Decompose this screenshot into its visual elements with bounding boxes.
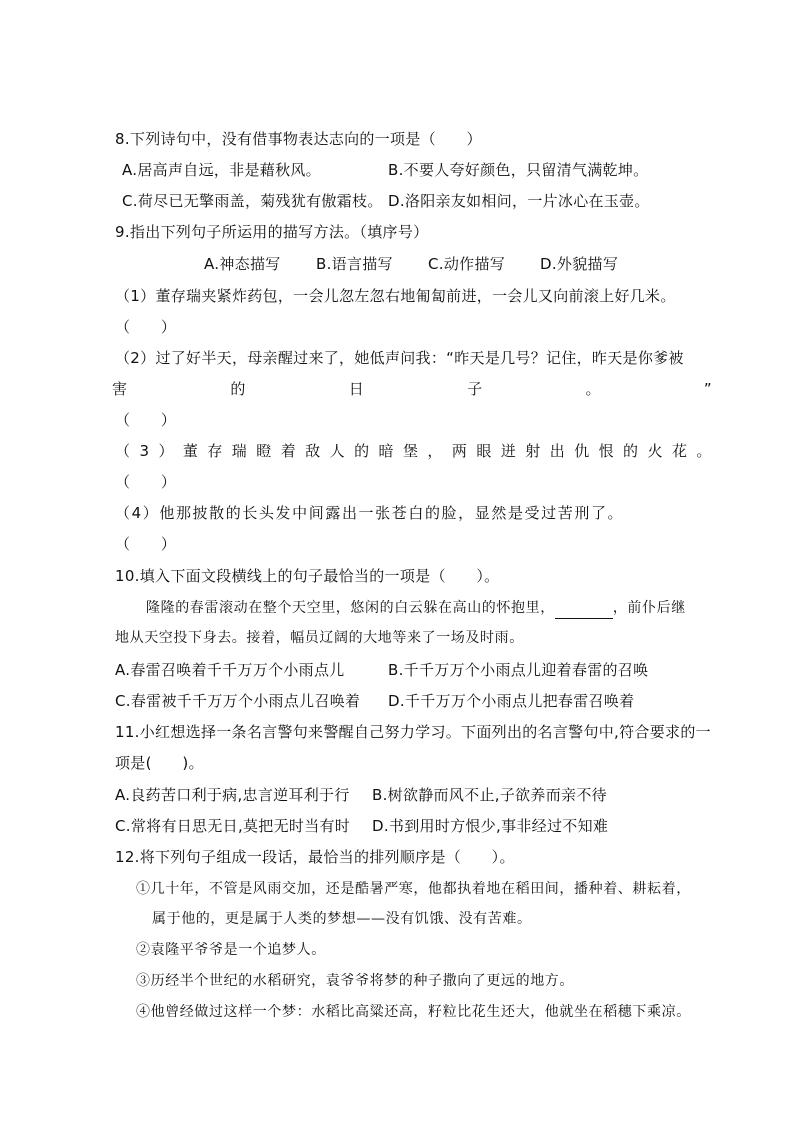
q8-option-c: C.荷尽已无擎雨盖，菊残犹有傲霜枝。: [122, 192, 383, 210]
char: 害: [112, 380, 128, 398]
q10-option-b: B.千千万万个小雨点儿迎着春雷的召唤: [388, 661, 649, 679]
char: 日: [348, 380, 365, 398]
char: ”: [703, 380, 712, 398]
char: 。: [696, 442, 712, 460]
q12-item-3: ③历经半个世纪的水稻研究，袁爷爷将梦的种子撒向了更远的地方。: [136, 973, 574, 989]
char: 堡: [402, 442, 419, 460]
method-a: A.神态描写: [204, 255, 281, 273]
q9-sentence-2: （2）过了好半天，母亲醒过来了，她低声问我：“昨天是几号？记住，昨天是你爹被: [115, 349, 684, 367]
char: 火: [647, 442, 663, 460]
char: 射: [525, 442, 541, 460]
char: 仇: [574, 442, 590, 460]
method-c: C.动作描写: [428, 255, 506, 273]
q9-sentence-1: （1）董存瑞夹紧炸药包，一会儿忽左忽右地匍匐前进，一会儿又向前滚上好几米。: [115, 287, 676, 305]
char: 。: [585, 380, 601, 398]
char: 的: [623, 442, 639, 460]
q10-stem: 10.填入下面文段横线上的句子最恰当的一项是（ ）。: [115, 567, 500, 585]
char: 子: [467, 380, 483, 398]
char: （: [115, 442, 131, 460]
q9-answer-4[interactable]: （ ）: [115, 535, 177, 553]
char: 人: [329, 442, 345, 460]
q12-item-4: ④他曾经做过这样一个梦：水稻比高粱还高，籽粒比花生还大，他就坐在稻穗下乘凉。: [136, 1004, 691, 1020]
q11-option-a: A.良药苦口利于病,忠言逆耳利于行: [115, 786, 350, 804]
q8-option-b: B.不要人夸好颜色，只留清气满乾坤。: [388, 161, 649, 179]
char: 敌: [305, 442, 321, 460]
passage-text: ，前仆后继: [612, 600, 686, 616]
char: 瑞: [231, 442, 248, 460]
char: 的: [354, 442, 370, 460]
q8-stem: 8.下列诗句中，没有借事物表达志向的一项是（ ）: [115, 130, 482, 148]
q12-item-1-line-1: ①几十年，不管是风雨交加，还是酷暑严寒，他都执着地在稻田间，播种着、耕耘着，: [136, 881, 691, 897]
char: 着: [280, 442, 297, 460]
q12-stem: 12.将下列句子组成一段话，最恰当的排列顺序是（ ）。: [115, 848, 515, 866]
q9-sentence-4: （4）他那披散的长头发中间露出一张苍白的脸，显然是受过苦刑了。: [115, 504, 625, 522]
q11-stem-line-1: 11.小红想选择一条名言警句来警醒自己努力学习。下面列出的名言警句中,符合要求的一: [115, 723, 711, 741]
char: 恨: [598, 442, 614, 460]
q10-option-a: A.春雷召唤着千千万万个小雨点儿: [115, 661, 345, 679]
q9-answer-2[interactable]: （ ）: [115, 411, 177, 429]
char: 眼: [476, 442, 492, 460]
passage-text: 隆隆的春雷滚动在整个天空里，悠闲的白云躲在高山的怀抱里，: [146, 600, 555, 616]
char: ）: [158, 442, 174, 460]
char: 的: [230, 380, 246, 398]
q12-item-2: ②袁隆平爷爷是一个追梦人。: [136, 942, 326, 958]
q9-sentence-3: [115, 440, 712, 462]
q12-item-1-line-2: 属于他的，更是属于人类的梦想——没有饥饿、没有苦难。: [152, 911, 532, 927]
method-b: B.语言描写: [316, 255, 393, 273]
char: ，: [427, 442, 443, 460]
q10-passage-line-1: [146, 597, 686, 619]
q11-option-b: B.树欲静而风不止,子欲养而亲不待: [372, 786, 607, 804]
q10-option-d: D.千千万万个小雨点儿把春雷召唤着: [388, 692, 635, 710]
q9-sentence-2-cont: [112, 378, 712, 400]
char: 3: [139, 442, 150, 460]
char: 存: [207, 442, 223, 460]
char: 出: [549, 442, 565, 460]
q11-option-c: C.常将有日思无日,莫把无时当有时: [115, 817, 351, 835]
char: 迸: [500, 442, 517, 460]
q10-option-c: C.春雷被千千万万个小雨点儿召唤着: [115, 692, 361, 710]
q9-answer-1[interactable]: （ ）: [115, 318, 177, 336]
char: 两: [451, 442, 468, 460]
method-d: D.外貌描写: [540, 255, 619, 273]
q9-methods: [204, 253, 618, 275]
char: 花: [671, 442, 688, 460]
q8-option-d: D.洛阳亲友如相问，一片冰心在玉壶。: [388, 192, 650, 210]
fill-blank[interactable]: [555, 604, 613, 619]
char: 暗: [378, 442, 394, 460]
q11-stem-line-2: 项是( )。: [115, 754, 204, 772]
q10-passage-line-2: 地从天空投下身去。接着，幅员辽阔的大地等来了一场及时雨。: [115, 630, 524, 646]
char: 董: [182, 442, 199, 460]
q9-stem: 9.指出下列句子所运用的描写方法。（填序号）: [115, 223, 429, 241]
q9-answer-3[interactable]: （ ）: [115, 473, 177, 491]
q8-option-a: A.居高声自远，非是藉秋风。: [122, 161, 321, 179]
char: 瞪: [256, 442, 272, 460]
q11-option-d: D.书到用时方恨少,事非经过不知难: [372, 817, 609, 835]
